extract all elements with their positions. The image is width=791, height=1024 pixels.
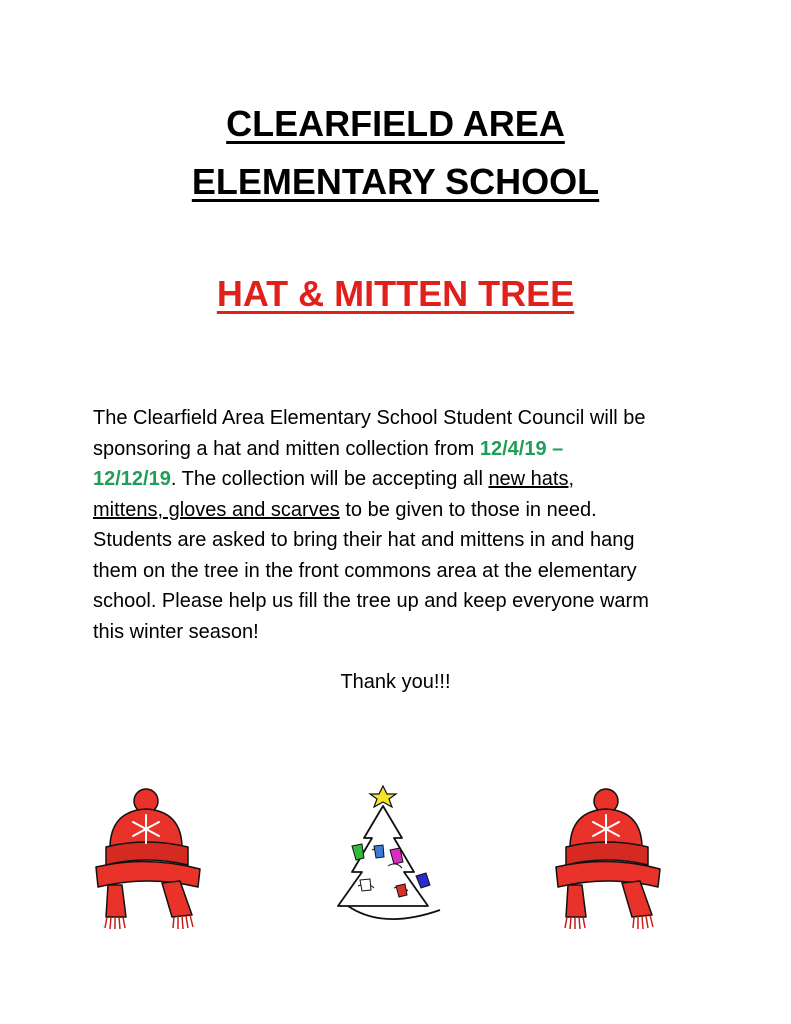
body-text: to be given to those in need. [339,498,597,521]
hat-scarf-image-right [548,785,670,935]
start-date: 12/4/19 – [479,437,564,460]
title-line-2: ELEMENTARY SCHOOL [191,161,600,202]
body-text: The Clearfield Area Elementary School Student Council will be [93,407,646,429]
body-line [93,556,703,587]
body-line [93,495,703,526]
body-text: school. Please help us fill the tree up and keep everyone warm [93,590,649,612]
body-line [93,434,703,465]
body-text: them on the tree in the front commons area at the elementary [93,559,637,582]
body-line [93,464,703,495]
items-underlined: mittens, gloves and scarves [93,498,340,521]
title-line-1: CLEARFIELD AREA [226,103,565,144]
subtitle: HAT & MITTEN TREE [216,273,575,314]
closing-text: Thank you!!! [340,671,451,693]
announcement-body [93,403,703,647]
body-text: Students are asked to bring their hat and mittens in and hang [93,529,635,551]
hat-scarf-image-left [88,785,210,935]
body-line [93,403,703,434]
body-text: this winter season! [93,620,259,643]
body-line [93,525,703,556]
body-text: . The collection will be accepting all [170,468,489,490]
christmas-tree-mittens-image [328,780,463,935]
body-text: sponsoring a hat and mitten collection from [93,437,480,460]
end-date: 12/12/19 [93,468,171,490]
items-underlined: new hats, [488,468,575,490]
body-line [93,586,703,617]
body-line [93,617,703,648]
